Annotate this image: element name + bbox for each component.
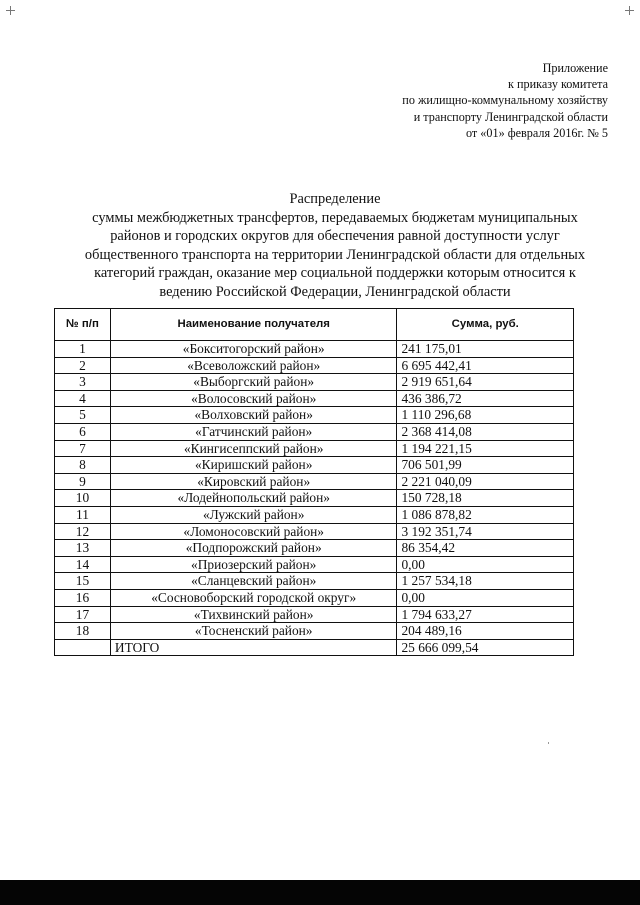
row-recipient: «Лужский район»	[110, 506, 397, 523]
row-sum: 2 368 414,08	[397, 423, 574, 440]
row-recipient: «Лодейнопольский район»	[110, 490, 397, 507]
row-sum: 2 221 040,09	[397, 473, 574, 490]
row-number: 7	[55, 440, 111, 457]
row-number: 10	[55, 490, 111, 507]
table-row	[55, 589, 574, 606]
appendix-line: Приложение	[542, 61, 608, 75]
scan-speck	[548, 742, 549, 744]
row-number: 17	[55, 606, 111, 623]
appendix-header	[308, 60, 608, 141]
table-row	[55, 556, 574, 573]
row-number: 9	[55, 473, 111, 490]
table-row	[55, 523, 574, 540]
title-line: общественного транспорта на территории Ленинградской области для отдельных	[84, 246, 586, 263]
row-recipient: «Тихвинский район»	[110, 606, 397, 623]
table-row	[55, 623, 574, 640]
table-row	[55, 390, 574, 407]
row-recipient: «Волосовский район»	[110, 390, 397, 407]
row-recipient: «Сосновоборский городской округ»	[110, 589, 397, 606]
header-number: № п/п	[55, 309, 111, 341]
row-recipient: «Приозерский район»	[110, 556, 397, 573]
row-sum: 706 501,99	[397, 457, 574, 474]
row-number: 5	[55, 407, 111, 424]
table-row	[55, 457, 574, 474]
row-sum: 6 695 442,41	[397, 357, 574, 374]
row-recipient: «Ломоносовский район»	[110, 523, 397, 540]
table-header-row	[55, 309, 574, 341]
row-number: 11	[55, 506, 111, 523]
row-number: 12	[55, 523, 111, 540]
appendix-line: к приказу комитета	[508, 77, 608, 92]
row-recipient: «Всеволожский район»	[110, 357, 397, 374]
table-row	[55, 540, 574, 557]
header-recipient: Наименование получателя	[110, 309, 397, 341]
row-sum: 1 086 878,82	[397, 506, 574, 523]
row-sum: 204 489,16	[397, 623, 574, 640]
appendix-line: и транспорту Ленинградской области	[413, 109, 608, 124]
row-number: 14	[55, 556, 111, 573]
row-sum: 1 194 221,15	[397, 440, 574, 457]
row-recipient: «Выборгский район»	[110, 374, 397, 391]
row-sum: 2 919 651,64	[397, 374, 574, 391]
table-row	[55, 407, 574, 424]
row-number: 6	[55, 423, 111, 440]
table-row	[55, 374, 574, 391]
row-sum: 3 192 351,74	[397, 523, 574, 540]
row-number: 3	[55, 374, 111, 391]
row-recipient: «Тосненский район»	[110, 623, 397, 640]
scan-bottom-border	[0, 880, 640, 905]
row-sum: 150 728,18	[397, 490, 574, 507]
row-sum: 1 794 633,27	[397, 606, 574, 623]
row-number: 18	[55, 623, 111, 640]
table-row	[55, 473, 574, 490]
row-sum: 0,00	[397, 556, 574, 573]
table-row	[55, 357, 574, 374]
table-row	[55, 573, 574, 590]
title-line: районов и городских округов для обеспечения равной доступности услуг	[110, 228, 560, 245]
total-label: ИТОГО	[110, 639, 397, 656]
row-sum: 1 110 296,68	[397, 407, 574, 424]
appendix-line: от «01» февраля 2016г. № 5	[466, 125, 608, 140]
total-row	[55, 639, 574, 656]
allocation-table	[54, 308, 574, 656]
table-body	[55, 341, 574, 640]
header-sum: Сумма, руб.	[397, 309, 574, 341]
row-recipient: «Сланцевский район»	[110, 573, 397, 590]
title-heading: Распределение	[289, 191, 381, 207]
row-sum: 86 354,42	[397, 540, 574, 557]
table-row	[55, 423, 574, 440]
row-recipient: «Подпорожский район»	[110, 540, 397, 557]
table-row	[55, 440, 574, 457]
row-recipient: «Волховский район»	[110, 407, 397, 424]
total-number-cell	[55, 639, 111, 656]
title-line: категорий граждан, оказание мер социальной поддержки которым относится к	[94, 265, 576, 282]
table-row	[55, 490, 574, 507]
table-row	[55, 341, 574, 358]
total-sum: 25 666 099,54	[397, 639, 574, 656]
scan-corner-mark	[625, 6, 634, 15]
title-line: суммы межбюджетных трансфертов, передаваемых бюджетам муниципальных	[92, 209, 578, 226]
row-number: 4	[55, 390, 111, 407]
row-sum: 1 257 534,18	[397, 573, 574, 590]
row-number: 8	[55, 457, 111, 474]
row-recipient: «Гатчинский район»	[110, 423, 397, 440]
title-line: ведению Российской Федерации, Ленинградской области	[159, 283, 511, 300]
row-number: 1	[55, 341, 111, 358]
appendix-line: по жилищно-коммунальному хозяйству	[402, 93, 608, 108]
scan-corner-mark	[6, 6, 15, 15]
row-sum: 0,00	[397, 589, 574, 606]
document-title	[40, 190, 630, 302]
row-sum: 241 175,01	[397, 341, 574, 358]
table-row	[55, 506, 574, 523]
row-recipient: «Кингисеппский район»	[110, 440, 397, 457]
row-recipient: «Киришский район»	[110, 457, 397, 474]
row-number: 16	[55, 589, 111, 606]
row-sum: 436 386,72	[397, 390, 574, 407]
row-recipient: «Бокситогорский район»	[110, 341, 397, 358]
row-number: 15	[55, 573, 111, 590]
table-row	[55, 606, 574, 623]
row-number: 13	[55, 540, 111, 557]
row-number: 2	[55, 357, 111, 374]
row-recipient: «Кировский район»	[110, 473, 397, 490]
